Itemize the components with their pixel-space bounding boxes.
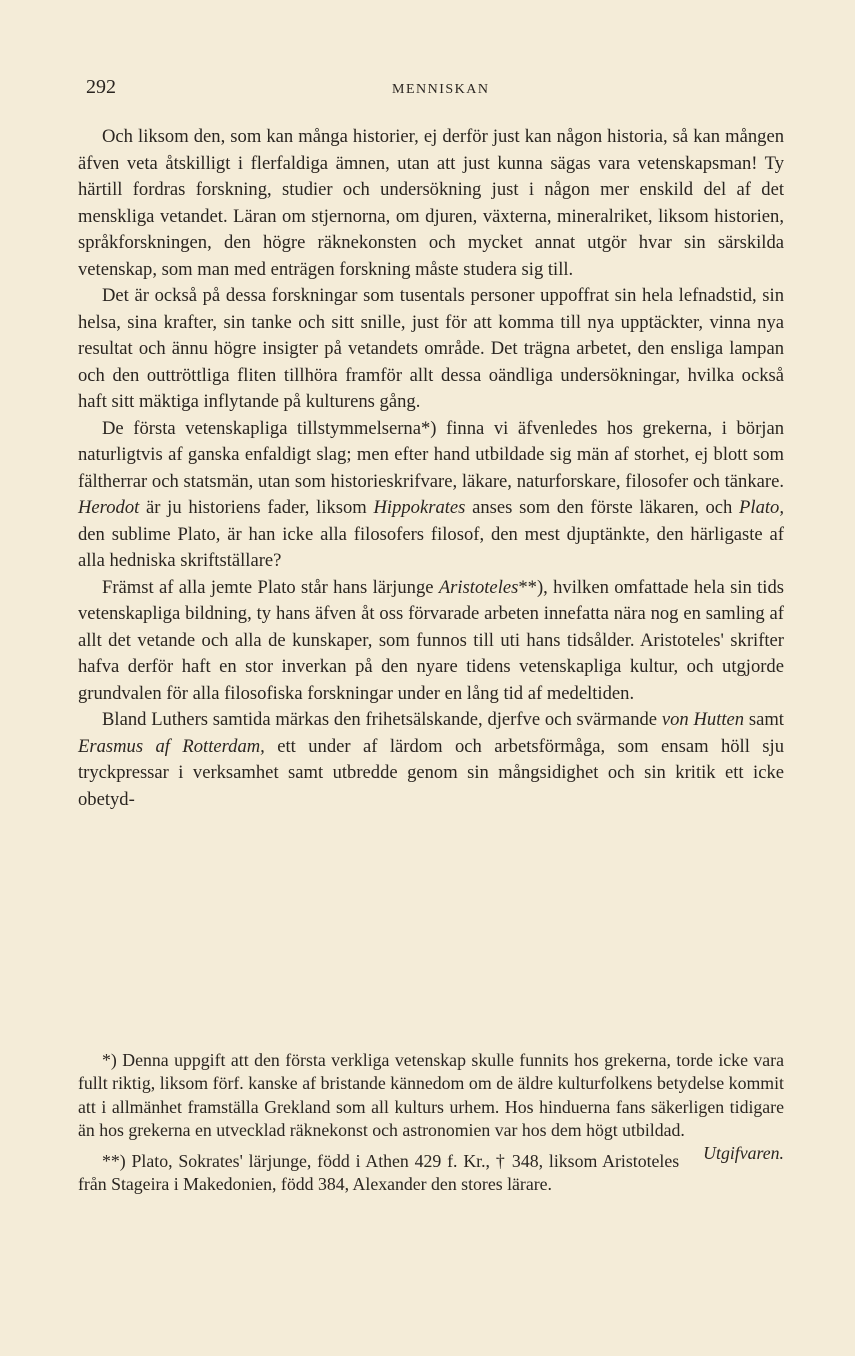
italic-name-erasmus: Erasmus af Rotterdam, [78,735,265,757]
italic-name-plato: Plato, [739,497,784,518]
text-run: Främst af alla jemte Plato står hans lärjunge [102,576,439,598]
text-run: Bland Luthers samtida märkas den frihetsälskande, djerfve och svärmande [102,709,662,730]
footnote-text: *) Denna uppgift att den första verkliga vetenskap skulle funnits hos grekerna, torde icke vara fullt riktig, liksom förf. kanske af bristande kännedom om de äldre kulturfolkens betydelse kommit att i allmänhet framställa Grekland som all kulturs urhem. Hos hinduerna fans säkerligen tidigare än hos grekerna en utvecklad räknekonst och astronomien var hos dem högt utbildad. [78,1050,784,1140]
paragraph-2 [78,283,784,416]
paragraph-3 [78,416,784,575]
text-run: De första vetenskapliga tillstymmelserna*) finna vi äfvenledes hos grekerna, i början naturligtvis af ganska enfaldigt slag; men efter hand utbildade sig män af storhet, ej blott som fältherrar och statsmän, utan som historieskrifvare, läkare, naturforskare, filosofer och tänkare. [78,417,784,492]
text-run: Det är också på dessa forskningar som tusentals personer uppoffrat sin hela lefnadstid, sin helsa, sina krafter, sin tanke och sitt snille, just för att komma till nya upptäckter, vinna nya resultat och ännu högre insigter på vetandets område. Det trägna arbetet, den ensliga lampan och den outtröttliga fliten tillhöra framför allt dessa oändliga undersökningar, hvilka också haft sitt mäktiga inflytande på kulturens gång. [78,285,784,412]
footnote-signature: Utgifvaren. [703,1143,784,1164]
footnote-text: **) Plato, Sokrates' lärjunge, född i Athen 429 f. Kr., † 348, liksom Aristoteles från Stageira i Makedonien, född 384, Alexander den stores lärare. [78,1151,680,1195]
italic-name-herodot: Herodot [78,497,140,518]
italic-name-hippokrates: Hippokrates [373,497,466,518]
running-title: MENNISKAN [392,82,490,97]
text-run: är ju historiens fader, liksom [139,497,374,518]
footnotes [78,1049,784,1205]
text-run: Och liksom den, som kan många historier, ej derför just kan någon historia, så kan mången äfven veta åtskilligt i flerfaldiga ämnen, utan att just kunna sägas vara vetenskapsman! Ty härtill fordras forskning, studier och undersökning just i någon mer enskild del af det menskliga vetandet. Läran om stjernorna, om djuren, växterna, mineralriket, liksom historien, språkforskningen, den högre räknekonsten och mycket annat utgör hvar sin särskilda vetenskap, som man med enträgen forskning måste studera sig till. [78,126,784,280]
text-run: anses som den förste läkaren, och [465,497,740,518]
text-run: ett under af lärdom och arbetsförmåga, som ensam höll sju tryckpressar i verksamhet samt utbredde genom sin mångsidighet och sin kritik ett icke obetyd- [78,735,784,810]
page-number: 292 [86,76,116,98]
body-text [78,124,784,813]
paragraph-5 [78,707,784,813]
paragraph-4 [78,575,784,708]
paragraph-1 [78,124,784,283]
footnote-1 [78,1049,784,1164]
italic-name-von-hutten: von Hutten [661,709,745,730]
text-run: **), hvilken omfattade hela sin tids vetenskapliga bildning, ty hans äfven åt oss förvarade arbeten innefatta nära nog en samling af allt det vetande och alla de kunskaper, som funnos till uti hans tidsålder. Aristoteles' skrifter hafva derför haft en stor inverkan på den nyare tidens vetenskapliga kultur, och utgjorde grundvalen för alla filosofiska forskningar under en lång tid af medeltiden. [78,576,784,704]
footnote-2 [78,1150,784,1197]
italic-name-aristoteles: Aristoteles [438,576,519,598]
text-run: samt [744,709,784,730]
text-run: den sublime Plato, är han icke alla filosofers filosof, den mest djuptänkte, den härligaste af alla hedniska skriftställare? [78,523,784,571]
